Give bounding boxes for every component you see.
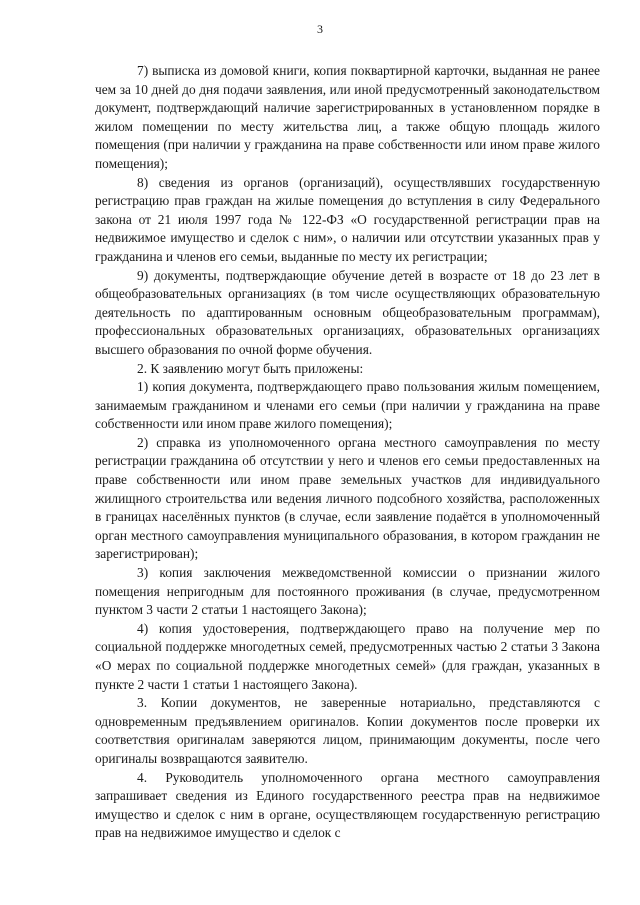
paragraph-item-8-registration-info: 8) сведения из органов (организаций), осуществлявших государственную регистрацию прав граждан на жилые помещения до вступления в силу Федерального закона от 21 июля 1997 года № 122-ФЗ «О государственной регистрации прав на недвижимое имущество и сделок с ним», о наличии или отсутствии указанных прав у гражданина и членов его семьи, выданные по месту их регистрации; [95,174,600,264]
paragraph-section-4-requests: 4. Руководитель уполномоченного органа местного самоуправления запрашивает сведения из Единого государственного реестра прав на недвижимое имущество и сделок с ним в органе, осуществляющем государственную регистрацию прав на недвижимое имущество и сделок с [95,769,600,841]
document-body [95,62,600,843]
paragraph-attachment-4: 4) копия удостоверения, подтверждающего право на получение мер по социальной поддержке многодетных семей, предусмотренных частью 2 статьи 3 Закона «О мерах по социальной поддержке многодетных семей» (для граждан, указанных в пункте 2 части 1 статьи 1 настоящего Закона). [95,620,600,692]
paragraph-attachment-2: 2) справка из уполномоченного органа местного самоуправления по месту регистрации гражданина об отсутствии у него и членов его семьи предоставленных на праве собственности или ином праве земельных участков для индивидуального жилищного строительства или ведения личного подсобного хозяйства, расположенных в границах населённых пунктов (в случае, если заявление подаётся в уполномоченный орган местного самоуправления муниципального образования, в котором гражданин не зарегистрирован); [95,434,600,562]
paragraph-section-3-copies: 3. Копии документов, не заверенные нотариально, представляются с одновременным предъявлением оригиналов. Копии документов после проверки их соответствия оригиналам заверяются лицом, принимающим документы, после чего оригиналы возвращаются заявителю. [95,695,600,766]
page-number: 3 [317,22,323,36]
paragraph-attachment-3: 3) копия заключения межведомственной комиссии о признании жилого помещения непригодным для постоянного проживания (в случае, предусмотренном пунктом 3 части 2 статьи 1 настоящего Закона); [95,565,600,618]
paragraph-attachment-1: 1) копия документа, подтверждающего право пользования жилым помещением, занимаемым гражданином и членами его семьи (при наличии у гражданина на праве собственности или ином праве жилого помещения); [95,379,600,432]
paragraph-item-9-education-docs: 9) документы, подтверждающие обучение детей в возрасте от 18 до 23 лет в общеобразовательных организациях (в том числе осуществляющих образовательную деятельность по адаптированным основным общеобразовательным программам), профессиональных образовательных организациях, образовательных организациях высшего образования по очной форме обучения. [95,267,600,357]
paragraph-section-2-heading: 2. К заявлению могут быть приложены: [137,360,364,376]
paragraph-item-7-house-register: 7) выписка из домовой книги, копия поквартирной карточки, выданная не ранее чем за 10 дней до дня подачи заявления, или иной предусмотренный законодательством документ, подтверждающий наличие зарегистрированных в установленном порядке в жилом помещении по месту жительства лиц, а также общую площадь жилого помещения (при наличии у гражданина на праве собственности или ином праве жилого помещения); [95,63,600,171]
